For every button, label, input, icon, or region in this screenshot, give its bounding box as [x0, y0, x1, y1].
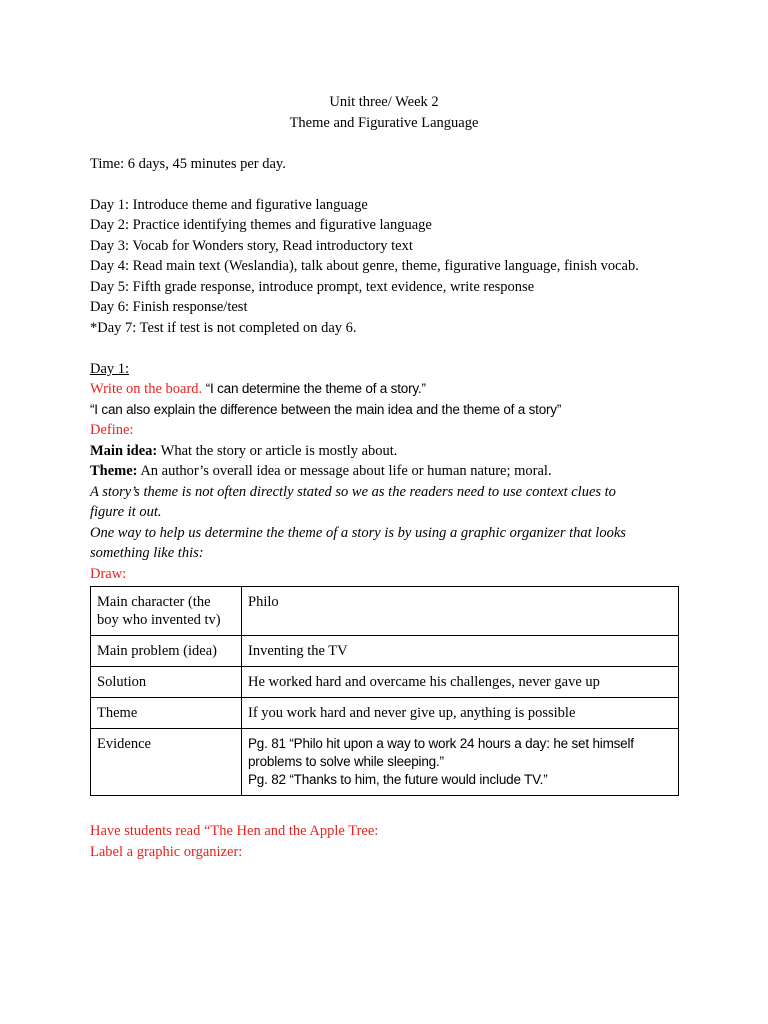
- schedule-day-6: Day 6: Finish response/test: [90, 299, 248, 315]
- unit-heading: Unit three/ Week 2: [329, 94, 439, 110]
- table-row: [91, 729, 679, 796]
- row-label: Main problem (idea): [91, 636, 242, 667]
- table-row: [91, 667, 679, 698]
- row-value: Inventing the TV: [242, 636, 679, 667]
- main-idea-definition: [90, 441, 397, 461]
- graphic-organizer-table: [90, 586, 679, 796]
- write-label: Write on the board.: [90, 381, 203, 397]
- write-on-board-line: [90, 379, 426, 399]
- row-value: Philo: [242, 587, 679, 636]
- draw-label: Draw:: [90, 566, 127, 582]
- time-line: Time: 6 days, 45 minutes per day.: [90, 156, 286, 172]
- evidence-quote-1: Pg. 81 “Philo hit upon a way to work 24 hours a day: he set himself problems to solve while sleeping.”: [248, 736, 634, 769]
- read-instruction: [90, 821, 378, 841]
- row-label: Theme: [91, 698, 242, 729]
- schedule-day-7: *Day 7: Test if test is not completed on day 6.: [90, 320, 357, 336]
- day1-heading: Day 1:: [90, 361, 130, 377]
- label-instruction: Label a graphic organizer:: [90, 844, 243, 860]
- schedule-day-2: Day 2: Practice identifying themes and figurative language: [90, 217, 432, 233]
- read-instruction-text: Have students read “The Hen and the Apple Tree:: [90, 823, 379, 839]
- row-value: If you work hard and never give up, anything is possible: [242, 698, 679, 729]
- table-row: [91, 587, 679, 636]
- organizer-note-line-2: something like this:: [90, 545, 204, 561]
- row-label: Evidence: [91, 729, 242, 796]
- row-value: [242, 729, 679, 796]
- schedule-day-3: Day 3: Vocab for Wonders story, Read introductory text: [90, 238, 413, 254]
- row-label: Solution: [91, 667, 242, 698]
- define-label: Define:: [90, 422, 134, 438]
- row-label: Main character (the boy who invented tv): [91, 587, 242, 636]
- organizer-note-line-1: One way to help us determine the theme of a story is by using a graphic organizer that looks: [90, 525, 626, 541]
- table-row: [91, 636, 679, 667]
- schedule-day-1: Day 1: Introduce theme and figurative language: [90, 197, 368, 213]
- page-title: Theme and Figurative Language: [289, 115, 479, 131]
- table-row: [91, 698, 679, 729]
- evidence-quote-2: Pg. 82 “Thanks to him, the future would include TV.”: [248, 772, 548, 787]
- main-idea-term: Main idea:: [90, 443, 158, 459]
- theme-text: An author’s overall idea or message about life or human nature; moral.: [137, 463, 552, 479]
- objective-1: “I can determine the theme of a story.”: [202, 381, 426, 396]
- theme-note-line-2: figure it out.: [90, 504, 162, 520]
- row-value: He worked hard and overcame his challenges, never gave up: [242, 667, 679, 698]
- schedule-day-4: Day 4: Read main text (Weslandia), talk about genre, theme, figurative language, finish vocab.: [90, 258, 639, 274]
- theme-note-line-1: A story’s theme is not often directly stated so we as the readers need to use context clues to: [90, 484, 616, 500]
- schedule-day-5: Day 5: Fifth grade response, introduce prompt, text evidence, write response: [90, 279, 535, 295]
- theme-term: Theme:: [90, 463, 138, 479]
- objective-2: “I can also explain the difference between the main idea and the theme of a story”: [90, 402, 562, 417]
- theme-definition: [90, 461, 552, 481]
- main-idea-text: What the story or article is mostly about.: [157, 443, 398, 459]
